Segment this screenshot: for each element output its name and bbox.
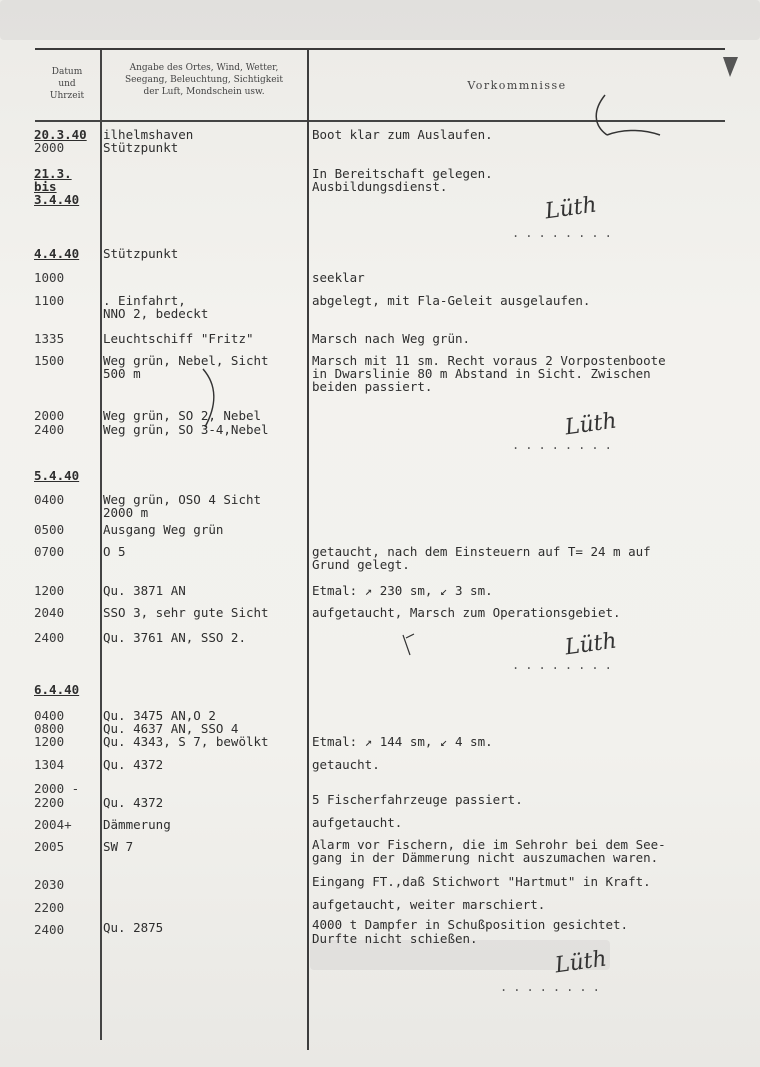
time-entry: 2400 [34, 922, 65, 937]
event-entry: aufgetaucht, Marsch zum Operationsgebiet. [312, 605, 621, 620]
pencil-tick-mark [400, 630, 420, 660]
page-shadow [0, 0, 760, 40]
date-entry: 6.4.40 [34, 682, 80, 697]
time-entry: 2000 - [34, 781, 80, 796]
pencil-curve-mark [195, 365, 225, 435]
time-entry: 0400 [34, 708, 65, 723]
location-entry: Ausgang Weg grün [103, 522, 224, 537]
location-entry: Weg grün, SO 2, Nebel [103, 408, 262, 423]
time-entry: 2040 [34, 605, 65, 620]
location-entry: Stützpunkt [103, 140, 179, 155]
location-entry: Qu. 3475 AN,O 2 [103, 708, 216, 723]
pencil-bracket-mark [585, 90, 665, 150]
time-entry: 2200 [34, 900, 65, 915]
location-entry: Qu. 3871 AN [103, 583, 186, 598]
date-entry: 3.4.40 [34, 192, 80, 207]
time-entry: 1500 [34, 353, 65, 368]
date-entry: 5.4.40 [34, 468, 80, 483]
dot-separator: ........ [512, 658, 618, 672]
location-entry: ilhelmshaven [103, 127, 194, 142]
time-entry: 2400 [34, 422, 65, 437]
time-entry: 2005 [34, 839, 65, 854]
signature: Lüth [543, 192, 599, 225]
signature: Lüth [563, 408, 619, 441]
header-date-time: Datum und Uhrzeit [49, 67, 85, 101]
event-entry: In Bereitschaft gelegen. [312, 166, 493, 181]
location-entry: Weg grün, SO 3-4,Nebel [103, 422, 269, 437]
location-entry: NNO 2, bedeckt [103, 306, 209, 321]
table-top-rule [35, 48, 725, 50]
time-entry: 0500 [34, 522, 65, 537]
event-entry: seeklar [312, 270, 365, 285]
event-entry: Boot klar zum Auslaufen. [312, 127, 493, 142]
header-location-weather: Angabe des Ortes, Wind, Wetter, Seegang, Beleuchtung, Sichtigkeit der Luft, Mondschein usw. [124, 63, 284, 97]
event-entry: beiden passiert. [312, 379, 433, 394]
location-entry: Qu. 2875 [103, 920, 164, 935]
event-entry: Alarm vor Fischern, die im Sehrohr bei dem See- [312, 837, 666, 852]
location-entry: SW 7 [103, 839, 134, 854]
date-entry: 21.3. [34, 166, 72, 181]
corner-mark [718, 52, 748, 82]
location-entry: Weg grün, Nebel, Sicht [103, 353, 269, 368]
event-entry: Marsch mit 11 sm. Recht voraus 2 Vorpostenboote [312, 353, 666, 368]
time-entry: 0700 [34, 544, 65, 559]
location-entry: . Einfahrt, [103, 293, 186, 308]
time-entry: 2400 [34, 630, 65, 645]
event-entry: Etmal: ↗ 144 sm, ↙ 4 sm. [312, 734, 493, 749]
header-events: Vorkommnisse [467, 79, 567, 92]
event-entry: aufgetaucht, weiter marschiert. [312, 897, 546, 912]
location-entry: O 5 [103, 544, 126, 559]
time-entry: 1335 [34, 331, 65, 346]
signature: Lüth [553, 946, 609, 979]
event-entry: 5 Fischerfahrzeuge passiert. [312, 792, 523, 807]
event-entry: Durfte nicht schießen. [312, 931, 478, 946]
column-divider-2 [307, 50, 309, 1050]
location-entry: Dämmerung [103, 817, 171, 832]
dot-separator: ........ [500, 980, 606, 994]
date-entry: 4.4.40 [34, 246, 80, 261]
location-entry: SSO 3, sehr gute Sicht [103, 605, 269, 620]
event-entry: getaucht. [312, 757, 380, 772]
time-entry: 1100 [34, 293, 65, 308]
event-entry: aufgetaucht. [312, 815, 403, 830]
time-entry: 2000 [34, 140, 65, 155]
location-entry: Stützpunkt [103, 246, 179, 261]
event-entry: Ausbildungsdienst. [312, 179, 448, 194]
location-entry: 2000 m [103, 505, 149, 520]
time-entry: 2004+ [34, 817, 72, 832]
location-entry: Qu. 4372 [103, 795, 164, 810]
location-entry: Qu. 3761 AN, SSO 2. [103, 630, 246, 645]
location-entry: Leuchtschiff "Fritz" [103, 331, 254, 346]
column-divider-1 [100, 50, 102, 1040]
event-entry: 4000 t Dampfer in Schußposition gesichtet. [312, 917, 629, 932]
location-entry: Qu. 4637 AN, SSO 4 [103, 721, 239, 736]
location-entry: Weg grün, OSO 4 Sicht [103, 492, 262, 507]
event-entry: abgelegt, mit Fla-Geleit ausgelaufen. [312, 293, 591, 308]
dot-separator: ........ [512, 226, 618, 240]
event-entry: in Dwarslinie 80 m Abstand in Sicht. Zwischen [312, 366, 651, 381]
date-entry: 20.3.40 [34, 127, 87, 142]
signature: Lüth [563, 628, 619, 661]
event-entry: Grund gelegt. [312, 557, 410, 572]
location-entry: Qu. 4343, S 7, bewölkt [103, 734, 269, 749]
event-entry: Eingang FT.,daß Stichwort "Hartmut" in Kraft. [312, 874, 651, 889]
event-entry: gang in der Dämmerung nicht auszumachen waren. [312, 850, 659, 865]
location-entry: 500 m [103, 366, 141, 381]
event-entry: Etmal: ↗ 230 sm, ↙ 3 sm. [312, 583, 493, 598]
dot-separator: ........ [512, 438, 618, 452]
time-entry: 1304 [34, 757, 65, 772]
time-entry: 1000 [34, 270, 65, 285]
time-entry: 2000 [34, 408, 65, 423]
time-entry: 1200 [34, 583, 65, 598]
time-entry: 1200 [34, 734, 65, 749]
time-entry: 2200 [34, 795, 65, 810]
location-entry: Qu. 4372 [103, 757, 164, 772]
time-entry: 0800 [34, 721, 65, 736]
event-entry: Marsch nach Weg grün. [312, 331, 471, 346]
event-entry: getaucht, nach dem Einsteuern auf T= 24 m auf [312, 544, 651, 559]
date-entry: bis [34, 179, 57, 194]
time-entry: 2030 [34, 877, 65, 892]
time-entry: 0400 [34, 492, 65, 507]
